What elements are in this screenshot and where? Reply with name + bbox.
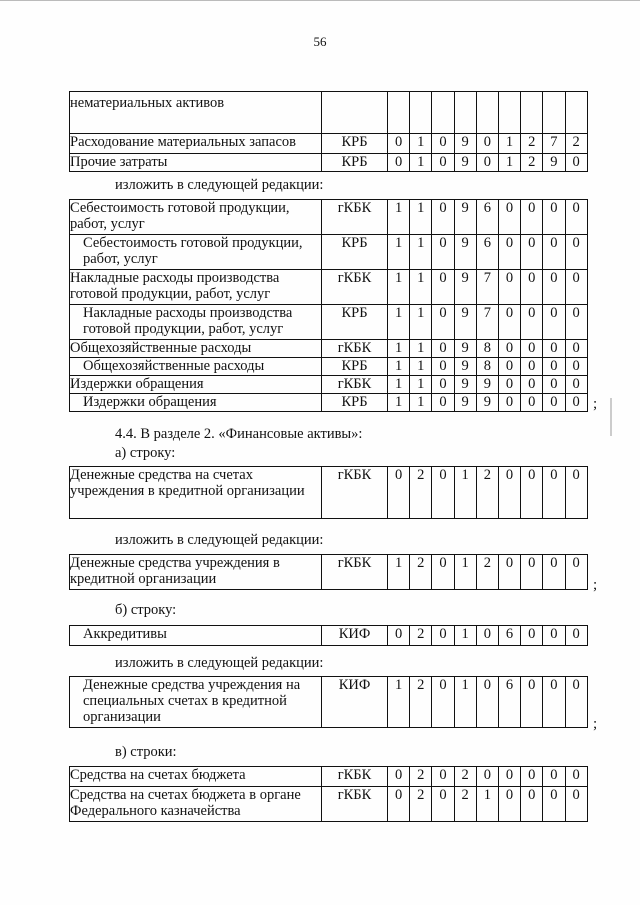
code-digit-cell: 1	[388, 200, 410, 235]
table-row	[70, 154, 588, 172]
code-digit-cell: 0	[565, 467, 587, 519]
code-digit-cell: 0	[521, 376, 543, 394]
code-digit-cell: 1	[410, 340, 432, 358]
code-digit-cell: 0	[432, 340, 454, 358]
code-digit-cell: 0	[565, 235, 587, 270]
code-digit-cell	[543, 92, 565, 134]
code-digit-cell: 2	[410, 626, 432, 646]
account-name-cell: Прочие затраты	[70, 154, 322, 172]
code-digit-cell: 0	[543, 767, 565, 787]
code-digit-cell: 9	[543, 154, 565, 172]
account-name-cell: Себестоимость готовой продукции, работ, услуг	[70, 200, 322, 235]
table-row	[70, 677, 588, 728]
code-digit-cell: 0	[565, 270, 587, 305]
code-digit-cell: 9	[454, 270, 476, 305]
code-digit-cell: 0	[565, 358, 587, 376]
code-digit-cell: 0	[388, 787, 410, 822]
code-digit-cell: 0	[543, 376, 565, 394]
code-digit-cell: 0	[476, 134, 498, 154]
code-digit-cell: 7	[543, 134, 565, 154]
code-digit-cell: 9	[476, 394, 498, 412]
code-digit-cell: 0	[543, 394, 565, 412]
code-table-5	[69, 625, 588, 646]
paragraph-edit-3: изложить в следующей редакции:	[115, 655, 324, 671]
table-row	[70, 394, 588, 412]
classifier-cell: гКБК	[322, 787, 388, 822]
code-digit-cell: 2	[410, 767, 432, 787]
code-digit-cell: 0	[565, 394, 587, 412]
page-top-edge	[0, 0, 640, 1]
code-digit-cell: 0	[565, 305, 587, 340]
code-digit-cell: 0	[521, 787, 543, 822]
code-digit-cell: 0	[476, 154, 498, 172]
code-digit-cell: 0	[498, 787, 520, 822]
code-digit-cell: 9	[454, 358, 476, 376]
code-digit-cell: 0	[565, 376, 587, 394]
code-digit-cell: 8	[476, 358, 498, 376]
code-digit-cell: 1	[454, 467, 476, 519]
table-row	[70, 270, 588, 305]
account-name-cell: Накладные расходы производства готовой продукции, работ, услуг	[70, 305, 322, 340]
code-digit-cell: 1	[476, 787, 498, 822]
code-digit-cell: 9	[476, 376, 498, 394]
code-digit-cell: 0	[565, 677, 587, 728]
item-a-label: а) строку:	[115, 445, 176, 461]
code-table-1	[69, 91, 588, 172]
code-digit-cell: 0	[432, 394, 454, 412]
table-row	[70, 358, 588, 376]
account-name-cell: Денежные средства учреждения на специальных счетах в кредитной организации	[70, 677, 322, 728]
code-digit-cell: 0	[432, 305, 454, 340]
code-digit-cell: 0	[388, 154, 410, 172]
code-digit-cell: 0	[432, 358, 454, 376]
classifier-cell: КРБ	[322, 154, 388, 172]
account-name-cell: Накладные расходы производства готовой продукции, работ, услуг	[70, 270, 322, 305]
table-row	[70, 92, 588, 134]
table-row	[70, 376, 588, 394]
code-digit-cell: 0	[498, 767, 520, 787]
code-digit-cell: 1	[410, 394, 432, 412]
code-digit-cell: 9	[454, 394, 476, 412]
code-digit-cell: 0	[521, 235, 543, 270]
code-digit-cell: 1	[498, 154, 520, 172]
code-digit-cell: 0	[521, 555, 543, 590]
code-table-2	[69, 199, 588, 412]
code-digit-cell: 0	[498, 305, 520, 340]
code-digit-cell: 1	[388, 677, 410, 728]
scan-edge-mark	[610, 398, 612, 436]
code-digit-cell: 0	[432, 467, 454, 519]
code-digit-cell: 1	[388, 555, 410, 590]
code-digit-cell: 1	[388, 340, 410, 358]
semicolon-1: ;	[593, 396, 598, 412]
code-digit-cell: 7	[476, 270, 498, 305]
code-digit-cell	[432, 92, 454, 134]
classifier-cell: КИФ	[322, 626, 388, 646]
code-digit-cell: 6	[498, 626, 520, 646]
code-digit-cell: 0	[498, 358, 520, 376]
code-digit-cell: 0	[543, 305, 565, 340]
classifier-cell: КРБ	[322, 358, 388, 376]
code-digit-cell: 0	[521, 394, 543, 412]
code-digit-cell: 0	[543, 358, 565, 376]
code-digit-cell: 0	[565, 626, 587, 646]
code-digit-cell: 1	[410, 376, 432, 394]
classifier-cell: КРБ	[322, 394, 388, 412]
account-name-cell: Аккредитивы	[70, 626, 322, 646]
code-digit-cell: 9	[454, 340, 476, 358]
table-row	[70, 305, 588, 340]
code-digit-cell: 0	[498, 235, 520, 270]
code-digit-cell: 2	[410, 467, 432, 519]
semicolon-2: ;	[593, 577, 598, 593]
classifier-cell: КИФ	[322, 677, 388, 728]
account-name-cell: Общехозяйственные расходы	[70, 340, 322, 358]
account-name-cell: Общехозяйственные расходы	[70, 358, 322, 376]
code-digit-cell: 0	[565, 340, 587, 358]
code-digit-cell: 0	[432, 154, 454, 172]
code-digit-cell: 9	[454, 235, 476, 270]
classifier-cell: гКБК	[322, 270, 388, 305]
account-name-cell: Денежные средства на счетах учреждения в кредитной организации	[70, 467, 322, 519]
code-digit-cell: 9	[454, 134, 476, 154]
code-digit-cell: 1	[410, 305, 432, 340]
table-row	[70, 200, 588, 235]
code-digit-cell: 0	[543, 340, 565, 358]
code-digit-cell	[521, 92, 543, 134]
table-row	[70, 767, 588, 787]
item-b-label: б) строку:	[115, 602, 177, 618]
paragraph-edit-2: изложить в следующей редакции:	[115, 532, 324, 548]
item-c-label: в) строки:	[115, 744, 177, 760]
code-digit-cell: 0	[543, 270, 565, 305]
section-heading: 4.4. В разделе 2. «Финансовые активы»:	[115, 426, 363, 442]
classifier-cell: гКБК	[322, 376, 388, 394]
code-digit-cell: 0	[521, 767, 543, 787]
code-digit-cell: 9	[454, 376, 476, 394]
code-digit-cell: 1	[410, 134, 432, 154]
code-digit-cell	[454, 92, 476, 134]
page-number: 56	[313, 34, 327, 49]
code-digit-cell	[410, 92, 432, 134]
code-digit-cell: 1	[388, 270, 410, 305]
account-name-cell: Себестоимость готовой продукции, работ, услуг	[70, 235, 322, 270]
code-table-7	[69, 766, 588, 822]
code-digit-cell: 7	[476, 305, 498, 340]
code-digit-cell: 1	[410, 358, 432, 376]
classifier-cell: КРБ	[322, 235, 388, 270]
table-row	[70, 787, 588, 822]
code-digit-cell: 6	[476, 200, 498, 235]
code-digit-cell	[498, 92, 520, 134]
account-name-cell: Издержки обращения	[70, 394, 322, 412]
account-name-cell: Средства на счетах бюджета	[70, 767, 322, 787]
account-name-cell: Денежные средства учреждения в кредитной организации	[70, 555, 322, 590]
code-digit-cell: 0	[432, 767, 454, 787]
code-digit-cell: 0	[498, 376, 520, 394]
account-name-cell: Средства на счетах бюджета в органе Федерального казначейства	[70, 787, 322, 822]
code-digit-cell: 0	[565, 200, 587, 235]
code-digit-cell: 1	[498, 134, 520, 154]
code-digit-cell: 0	[498, 270, 520, 305]
code-digit-cell: 0	[388, 134, 410, 154]
code-digit-cell: 1	[454, 626, 476, 646]
code-digit-cell: 1	[388, 305, 410, 340]
code-digit-cell: 2	[410, 787, 432, 822]
code-digit-cell: 0	[498, 555, 520, 590]
code-digit-cell: 0	[521, 305, 543, 340]
code-digit-cell: 2	[454, 767, 476, 787]
code-table-4	[69, 554, 588, 590]
code-digit-cell: 0	[498, 200, 520, 235]
table-row	[70, 235, 588, 270]
code-digit-cell: 9	[454, 200, 476, 235]
code-digit-cell: 2	[410, 555, 432, 590]
code-digit-cell: 1	[454, 677, 476, 728]
code-digit-cell: 0	[543, 677, 565, 728]
code-digit-cell: 0	[432, 376, 454, 394]
code-digit-cell	[565, 92, 587, 134]
code-digit-cell: 0	[476, 677, 498, 728]
code-digit-cell	[476, 92, 498, 134]
table-row	[70, 626, 588, 646]
code-digit-cell: 2	[476, 467, 498, 519]
code-digit-cell: 0	[498, 467, 520, 519]
table-row	[70, 340, 588, 358]
classifier-cell: гКБК	[322, 467, 388, 519]
code-digit-cell: 0	[432, 787, 454, 822]
code-digit-cell: 0	[432, 134, 454, 154]
code-digit-cell: 0	[543, 467, 565, 519]
code-digit-cell: 2	[565, 134, 587, 154]
code-digit-cell: 0	[388, 767, 410, 787]
code-digit-cell: 6	[498, 677, 520, 728]
code-digit-cell: 9	[454, 305, 476, 340]
code-digit-cell: 0	[498, 394, 520, 412]
table-row	[70, 467, 588, 519]
account-name-cell: Издержки обращения	[70, 376, 322, 394]
table-row	[70, 555, 588, 590]
code-table-3	[69, 466, 588, 519]
paragraph-edit-1: изложить в следующей редакции:	[115, 177, 324, 193]
code-digit-cell: 1	[410, 270, 432, 305]
account-name-cell: Расходование материальных запасов	[70, 134, 322, 154]
code-digit-cell	[388, 92, 410, 134]
code-digit-cell: 0	[565, 787, 587, 822]
code-digit-cell: 0	[432, 677, 454, 728]
code-digit-cell: 1	[388, 235, 410, 270]
code-digit-cell: 0	[521, 200, 543, 235]
code-digit-cell: 0	[432, 235, 454, 270]
code-digit-cell: 6	[476, 235, 498, 270]
code-digit-cell: 1	[388, 376, 410, 394]
code-digit-cell: 0	[521, 340, 543, 358]
code-digit-cell: 1	[388, 394, 410, 412]
classifier-cell: гКБК	[322, 555, 388, 590]
code-digit-cell: 1	[410, 235, 432, 270]
code-digit-cell: 8	[476, 340, 498, 358]
code-digit-cell: 0	[565, 154, 587, 172]
code-digit-cell: 0	[388, 626, 410, 646]
classifier-cell: гКБК	[322, 200, 388, 235]
code-digit-cell: 2	[454, 787, 476, 822]
code-digit-cell: 2	[521, 134, 543, 154]
classifier-cell: гКБК	[322, 767, 388, 787]
code-digit-cell: 0	[498, 340, 520, 358]
code-digit-cell: 0	[521, 467, 543, 519]
code-digit-cell: 1	[410, 200, 432, 235]
code-digit-cell: 0	[476, 626, 498, 646]
code-digit-cell: 0	[476, 767, 498, 787]
table-row	[70, 134, 588, 154]
semicolon-3: ;	[593, 716, 598, 732]
code-digit-cell: 0	[543, 200, 565, 235]
code-digit-cell: 0	[432, 555, 454, 590]
code-digit-cell: 2	[476, 555, 498, 590]
code-digit-cell: 0	[521, 358, 543, 376]
code-digit-cell: 0	[521, 626, 543, 646]
code-digit-cell: 0	[565, 767, 587, 787]
code-digit-cell: 1	[388, 358, 410, 376]
classifier-cell: КРБ	[322, 134, 388, 154]
code-digit-cell: 0	[565, 555, 587, 590]
code-digit-cell: 0	[521, 677, 543, 728]
code-digit-cell: 0	[543, 555, 565, 590]
code-digit-cell: 0	[543, 626, 565, 646]
code-digit-cell: 0	[432, 626, 454, 646]
code-digit-cell: 0	[543, 235, 565, 270]
code-digit-cell: 1	[410, 154, 432, 172]
code-digit-cell: 1	[454, 555, 476, 590]
code-digit-cell: 0	[543, 787, 565, 822]
code-digit-cell: 0	[432, 200, 454, 235]
classifier-cell: КРБ	[322, 305, 388, 340]
classifier-cell	[322, 92, 388, 134]
account-name-cell: нематериальных активов	[70, 92, 322, 134]
code-digit-cell: 0	[521, 270, 543, 305]
code-digit-cell: 2	[410, 677, 432, 728]
code-table-6	[69, 676, 588, 728]
code-digit-cell: 0	[388, 467, 410, 519]
classifier-cell: гКБК	[322, 340, 388, 358]
code-digit-cell: 9	[454, 154, 476, 172]
code-digit-cell: 0	[432, 270, 454, 305]
code-digit-cell: 2	[521, 154, 543, 172]
